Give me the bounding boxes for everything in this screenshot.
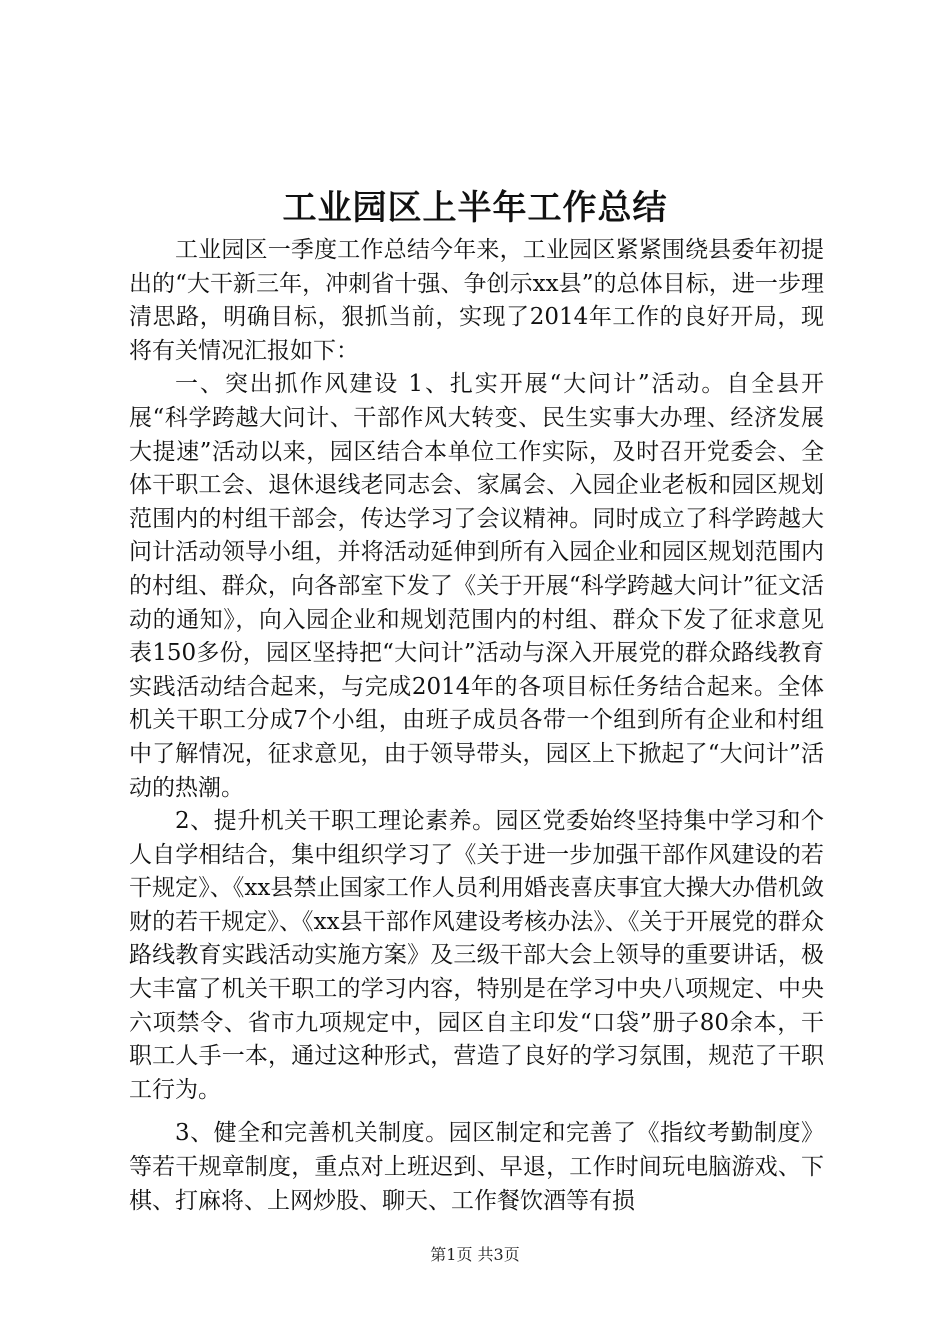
paragraph-intro: 工业园区一季度工作总结今年来，工业园区紧紧围绕县委年初提出的“大干新三年，冲刺省十强、争创示xx县”的总体目标，进一步理清思路，明确目标，狠抓当前，实现了2014年工作的良好开局，现将有关情况汇报如下： [129, 237, 824, 364]
paragraph-section-1: 一、突出抓作风建设 1、扎实开展“大问计”活动。自全县开展“科学跨越大问计、干部作风大转变、民生实事大办理、经济发展大提速”活动以来，园区结合本单位工作实际，及时召开党委会、全体干职工会、退休退线老同志会、家属会、入园企业老板和园区规划范围内的村组干部会，传达学习了会议精神。同时成立了科学跨越大问计活动领导小组，并将活动延伸到所有入园企业和园区规划范围内的村组、群众，向各部室下发了《关于开展“科学跨越大问计”征文活动的通知》，向入园企业和规划范围内的村组、群众下发了征求意见表150多份，园区坚持把“大问计”活动与深入开展党的群众路线教育实践活动结合起来，与完成2014年的各项目标任务结合起来。全体机关干职工分成7个小组，由班子成员各带一个组到所有企业和村组中了解情况，征求意见，由于领导带头，园区上下掀起了“大问计”活动的热潮。 [129, 371, 824, 801]
page-number-footer: 第1页 共3页 [430, 1245, 520, 1264]
paragraph-item-3: 3、健全和完善机关制度。园区制定和完善了《指纹考勤制度》等若干规章制度，重点对上班迟到、早退，工作时间玩电脑游戏、下棋、打麻将、上网炒股、聊天、工作餐饮酒等有损 [129, 1120, 824, 1214]
document-body [129, 234, 824, 1218]
paragraph-item-2: 2、提升机关干职工理论素养。园区党委始终坚持集中学习和个人自学相结合，集中组织学习了《关于进一步加强干部作风建设的若干规定》、《xx县禁止国家工作人员利用婚丧喜庆事宜大操大办借机敛财的若干规定》、《xx县干部作风建设考核办法》、《关于开展党的群众路线教育实践活动实施方案》及三级干部大会上领导的重要讲话，极大丰富了机关干职工的学习内容，特别是在学习中央八项规定、中央六项禁令、省市九项规定中，园区自主印发“口袋”册子80余本，干职工人手一本，通过这种形式，营造了良好的学习氛围，规范了干职工行为。 [129, 808, 824, 1103]
document-title: 工业园区上半年工作总结 [282, 188, 668, 228]
